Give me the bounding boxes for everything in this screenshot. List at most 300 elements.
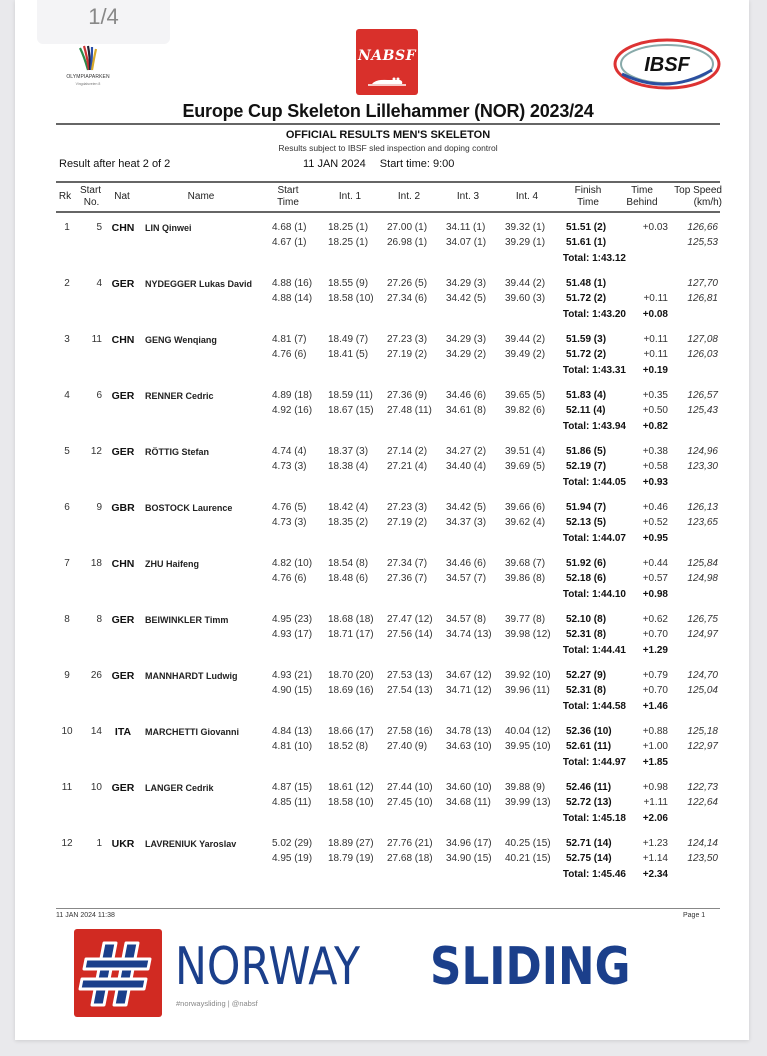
col-finish-2: Time (577, 197, 599, 208)
athlete-row (56, 502, 720, 558)
rank: 4 (64, 390, 70, 401)
athlete-name: RENNER Cedric (145, 391, 214, 401)
top-speed: 124,97 (687, 629, 718, 640)
interval-3: 34.29 (3) (446, 278, 487, 289)
page-number: Page 1 (683, 912, 706, 919)
time-behind: +0.58 (642, 461, 668, 472)
run-2 (56, 853, 720, 865)
start-time: 4.90 (15) (272, 685, 313, 696)
flame-icon (76, 44, 100, 72)
interval-1: 18.25 (1) (328, 237, 369, 248)
total-behind: +0.93 (642, 477, 668, 488)
ibsf-logo (612, 34, 722, 92)
hash-icon (74, 929, 162, 1017)
start-time: 4.88 (16) (272, 278, 313, 289)
start-time: 4.84 (13) (272, 726, 313, 737)
interval-1: 18.41 (5) (328, 349, 369, 360)
interval-4: 39.66 (6) (505, 502, 546, 513)
time-behind: +0.38 (642, 446, 668, 457)
finish-time: 51.59 (3) (566, 334, 607, 345)
col-int2: Int. 2 (397, 191, 421, 202)
interval-3: 34.40 (4) (446, 461, 487, 472)
total-behind: +1.85 (642, 757, 668, 768)
olympiaparken-sub: Vingdalsveien 8 (75, 82, 101, 86)
top-speed: 122,97 (687, 741, 718, 752)
rank: 6 (64, 502, 70, 513)
time-behind: +0.11 (643, 293, 668, 304)
time-behind: +0.50 (642, 405, 668, 416)
nation: GER (111, 390, 135, 402)
start-number: 4 (96, 278, 102, 289)
total-row (56, 869, 720, 881)
interval-2: 27.54 (13) (387, 685, 433, 696)
start-time: 5.02 (29) (272, 838, 313, 849)
rank: 9 (64, 670, 70, 681)
top-speed: 125,43 (687, 405, 718, 416)
interval-2: 27.23 (3) (387, 334, 428, 345)
interval-4: 39.65 (5) (505, 390, 546, 401)
top-speed: 122,64 (687, 797, 718, 808)
top-speed: 123,50 (687, 853, 718, 864)
interval-3: 34.68 (11) (446, 797, 491, 808)
interval-2: 27.40 (9) (387, 741, 428, 752)
athlete-row (56, 334, 720, 390)
start-number: 18 (90, 558, 102, 569)
top-speed: 123,65 (687, 517, 718, 528)
interval-1: 18.58 (10) (328, 293, 374, 304)
col-rk: Rk (58, 191, 72, 202)
table-header (56, 184, 720, 210)
top-speed: 125,18 (687, 726, 718, 737)
athlete-name: MANNHARDT Ludwig (145, 671, 238, 681)
total-time: Total: 1:44.41 (562, 645, 626, 656)
run-1 (56, 558, 720, 570)
time-behind: +0.46 (642, 502, 668, 513)
finish-time: 51.94 (7) (566, 502, 607, 513)
interval-4: 39.86 (8) (505, 573, 546, 584)
total-behind: +0.98 (642, 589, 668, 600)
total-time: Total: 1:44.05 (562, 477, 626, 488)
finish-time: 52.46 (11) (566, 782, 612, 793)
rank: 11 (61, 782, 73, 793)
col-behind-1: Time (631, 185, 653, 196)
bobsled-icon (366, 77, 408, 87)
start-number: 14 (90, 726, 102, 737)
col-finish-1: Finish (574, 185, 602, 196)
interval-3: 34.90 (15) (446, 853, 492, 864)
time-behind: +0.98 (642, 782, 668, 793)
interval-3: 34.57 (7) (446, 573, 487, 584)
interval-3: 34.42 (5) (446, 293, 487, 304)
col-start-no-1: Start (79, 185, 102, 196)
results-subtitle: OFFICIAL RESULTS MEN'S SKELETON (285, 129, 491, 141)
athlete-row (56, 838, 720, 894)
athlete-row (56, 222, 720, 278)
start-time: 4.85 (11) (272, 797, 312, 808)
interval-2: 27.36 (9) (387, 390, 428, 401)
interval-3: 34.11 (1) (446, 222, 486, 233)
run-1 (56, 390, 720, 402)
results-note: Results subject to IBSF sled inspection and doping control (278, 143, 498, 153)
interval-2: 27.56 (14) (387, 629, 433, 640)
col-start-time-2: Time (277, 197, 299, 208)
athlete-row (56, 558, 720, 614)
interval-4: 40.04 (12) (505, 726, 551, 737)
time-behind: +0.44 (642, 558, 668, 569)
interval-4: 39.77 (8) (505, 614, 546, 625)
run-2 (56, 629, 720, 641)
top-speed: 124,98 (687, 573, 718, 584)
interval-1: 18.70 (20) (328, 670, 374, 681)
start-number: 10 (90, 782, 102, 793)
nation: GBR (111, 502, 135, 514)
total-behind: +0.19 (642, 365, 668, 376)
interval-4: 39.29 (1) (505, 237, 546, 248)
interval-1: 18.54 (8) (328, 558, 369, 569)
finish-time: 51.72 (2) (566, 293, 607, 304)
top-speed: 126,03 (687, 349, 718, 360)
nation: GER (111, 278, 135, 290)
interval-2: 27.19 (2) (387, 349, 428, 360)
date-info (303, 158, 454, 171)
start-time: 4.93 (21) (272, 670, 313, 681)
col-int1: Int. 1 (338, 191, 362, 202)
total-row (56, 477, 720, 489)
total-row (56, 533, 720, 545)
nabsf-logo (356, 29, 418, 95)
finish-time: 52.31 (8) (566, 629, 607, 640)
interval-1: 18.69 (16) (328, 685, 374, 696)
total-row (56, 421, 720, 433)
athlete-row (56, 782, 720, 838)
interval-4: 39.88 (9) (505, 782, 546, 793)
finish-time: 52.27 (9) (566, 670, 607, 681)
interval-3: 34.29 (3) (446, 334, 487, 345)
interval-2: 27.76 (21) (387, 838, 433, 849)
interval-3: 34.37 (3) (446, 517, 487, 528)
run-2 (56, 349, 720, 361)
start-time: 4.95 (19) (272, 853, 313, 864)
interval-4: 39.69 (5) (505, 461, 546, 472)
total-row (56, 757, 720, 769)
run-2 (56, 293, 720, 305)
print-timestamp: 11 JAN 2024 11:38 (56, 912, 115, 919)
finish-time: 51.61 (1) (566, 237, 607, 248)
time-behind: +1.14 (642, 853, 668, 864)
time-behind: +1.00 (642, 741, 668, 752)
col-behind-2: Behind (626, 197, 658, 208)
interval-2: 27.34 (6) (387, 293, 428, 304)
athlete-name: NYDEGGER Lukas David (145, 279, 253, 289)
time-behind: +0.11 (643, 334, 668, 345)
olympiaparken-name: OLYMPIAPARKEN (66, 74, 110, 80)
table-top-rule (56, 181, 720, 183)
col-int3: Int. 3 (456, 191, 480, 202)
col-speed-2: (km/h) (693, 197, 722, 208)
athlete-name: ZHU Haifeng (145, 559, 199, 569)
nation: GER (111, 782, 135, 794)
interval-4: 39.62 (4) (505, 517, 546, 528)
total-row (56, 813, 720, 825)
rank: 2 (64, 278, 70, 289)
start-time: 4.93 (17) (272, 629, 313, 640)
run-2 (56, 741, 720, 753)
interval-3: 34.74 (13) (446, 629, 492, 640)
run-2 (56, 685, 720, 697)
start-number: 5 (96, 222, 102, 233)
wordmark-norway: NORWAY (175, 937, 361, 997)
athlete-name: RÖTTIG Stefan (145, 447, 210, 457)
interval-2: 27.48 (11) (387, 405, 432, 416)
total-behind: +1.46 (642, 701, 668, 712)
interval-4: 39.44 (2) (505, 278, 546, 289)
interval-4: 39.68 (7) (505, 558, 546, 569)
interval-2: 27.36 (7) (387, 573, 428, 584)
total-time: Total: 1:45.18 (562, 813, 626, 824)
finish-time: 52.36 (10) (566, 726, 612, 737)
finish-time: 51.92 (6) (566, 558, 607, 569)
time-behind: +0.11 (643, 349, 668, 360)
interval-1: 18.58 (10) (328, 797, 374, 808)
run-2 (56, 461, 720, 473)
start-time: 4.76 (6) (272, 573, 307, 584)
total-row (56, 365, 720, 377)
interval-3: 34.46 (6) (446, 390, 487, 401)
total-behind: +0.95 (642, 533, 668, 544)
total-row (56, 645, 720, 657)
run-2 (56, 237, 720, 249)
top-speed: 125,04 (687, 685, 718, 696)
interval-1: 18.59 (11) (328, 390, 373, 401)
time-behind: +1.11 (643, 797, 668, 808)
page-title: Europe Cup Skeleton Lillehammer (NOR) 2023/24 (182, 101, 594, 121)
interval-2: 27.47 (12) (387, 614, 433, 625)
top-speed: 126,75 (687, 614, 718, 625)
time-behind: +0.70 (642, 685, 668, 696)
interval-2: 27.21 (4) (387, 461, 428, 472)
top-speed: 125,53 (687, 237, 718, 248)
finish-time: 52.72 (13) (566, 797, 612, 808)
total-time: Total: 1:44.97 (562, 757, 626, 768)
heat-info: Result after heat 2 of 2 (59, 158, 171, 170)
total-behind: +0.82 (642, 421, 668, 432)
interval-1: 18.66 (17) (328, 726, 374, 737)
start-time: 4.67 (1) (272, 237, 307, 248)
interval-2: 27.26 (5) (387, 278, 428, 289)
run-1 (56, 502, 720, 514)
finish-time: 52.31 (8) (566, 685, 607, 696)
col-speed-1: Top Speed (674, 185, 722, 196)
interval-1: 18.71 (17) (328, 629, 374, 640)
nation: GER (111, 670, 135, 682)
top-speed: 126,13 (687, 502, 718, 513)
interval-4: 39.49 (2) (505, 349, 546, 360)
start-time: 4.82 (10) (272, 558, 313, 569)
start-number: 12 (90, 446, 102, 457)
time-behind: +0.57 (642, 573, 668, 584)
run-1 (56, 614, 720, 626)
run-1 (56, 278, 720, 290)
athlete-name: MARCHETTI Giovanni (145, 727, 239, 737)
run-1 (56, 726, 720, 738)
interval-4: 39.44 (2) (505, 334, 546, 345)
rank: 5 (64, 446, 70, 457)
interval-3: 34.63 (10) (446, 741, 492, 752)
interval-1: 18.38 (4) (328, 461, 369, 472)
top-speed: 126,81 (687, 293, 718, 304)
total-row (56, 589, 720, 601)
athlete-name: LIN Qinwei (145, 223, 192, 233)
start-time: 4.92 (16) (272, 405, 313, 416)
start-time: 4.73 (3) (272, 461, 307, 472)
start-time: 4.87 (15) (272, 782, 313, 793)
athlete-row (56, 390, 720, 446)
finish-time: 52.71 (14) (566, 838, 612, 849)
interval-2: 27.58 (16) (387, 726, 433, 737)
athlete-row (56, 726, 720, 782)
total-time: Total: 1:44.10 (562, 589, 626, 600)
start-time: Start time: 9:00 (379, 158, 455, 170)
interval-1: 18.48 (6) (328, 573, 369, 584)
athlete-row (56, 670, 720, 726)
start-time: 4.68 (1) (272, 222, 307, 233)
interval-1: 18.42 (4) (328, 502, 369, 513)
interval-3: 34.60 (10) (446, 782, 492, 793)
athlete-row (56, 278, 720, 334)
total-behind: +2.06 (642, 813, 668, 824)
total-row (56, 309, 720, 321)
olympiaparken-logo (58, 44, 118, 94)
top-speed: 124,14 (687, 838, 718, 849)
start-time: 4.88 (14) (272, 293, 313, 304)
athlete-row (56, 446, 720, 502)
run-2 (56, 517, 720, 529)
time-behind: +0.79 (642, 670, 668, 681)
interval-2: 27.53 (13) (387, 670, 433, 681)
run-1 (56, 222, 720, 234)
total-time: Total: 1:43.20 (562, 309, 626, 320)
finish-time: 51.51 (2) (566, 222, 607, 233)
total-time: Total: 1:44.07 (562, 533, 626, 544)
footer-rule (56, 908, 720, 909)
interval-4: 39.32 (1) (505, 222, 546, 233)
run-1 (56, 838, 720, 850)
top-speed: 127,70 (687, 278, 718, 289)
athlete-name: GENG Wenqiang (145, 335, 217, 345)
top-speed: 125,84 (687, 558, 718, 569)
start-time: 4.95 (23) (272, 614, 313, 625)
nation: GER (111, 614, 135, 626)
interval-4: 39.51 (4) (505, 446, 546, 457)
athlete-name: BOSTOCK Laurence (145, 503, 233, 513)
nation: ITA (114, 726, 132, 738)
total-behind: +0.08 (642, 309, 668, 320)
title-divider (56, 123, 720, 125)
col-start-time-1: Start (277, 185, 299, 196)
interval-3: 34.29 (2) (446, 349, 487, 360)
finish-time: 51.48 (1) (566, 278, 607, 289)
top-speed: 127,08 (687, 334, 718, 345)
hashtag-logo (74, 929, 162, 1017)
interval-2: 27.68 (18) (387, 853, 433, 864)
time-behind: +0.62 (642, 614, 668, 625)
time-behind: +0.03 (642, 222, 668, 233)
interval-1: 18.49 (7) (328, 334, 369, 345)
top-speed: 123,30 (687, 461, 718, 472)
interval-3: 34.71 (12) (446, 685, 492, 696)
start-time: 4.81 (7) (272, 334, 307, 345)
time-behind: +0.70 (642, 629, 668, 640)
interval-3: 34.46 (6) (446, 558, 487, 569)
banner-tagline: #norwaysliding | @nabsf (176, 999, 258, 1008)
interval-1: 18.68 (18) (328, 614, 374, 625)
start-number: 26 (90, 670, 102, 681)
interval-4: 39.95 (10) (505, 741, 551, 752)
rank: 8 (64, 614, 70, 625)
nabsf-text: NABSF (357, 48, 417, 64)
athlete-name: LAVRENIUK Yaroslav (145, 839, 237, 849)
interval-2: 26.98 (1) (387, 237, 428, 248)
interval-2: 27.19 (2) (387, 517, 428, 528)
col-nat: Nat (114, 191, 130, 202)
rank: 12 (61, 838, 73, 849)
start-time: 4.89 (18) (272, 390, 313, 401)
run-2 (56, 573, 720, 585)
total-row (56, 701, 720, 713)
interval-4: 40.25 (15) (505, 838, 551, 849)
athlete-name: LANGER Cedrik (145, 783, 214, 793)
run-1 (56, 446, 720, 458)
interval-4: 39.82 (6) (505, 405, 546, 416)
col-start-no-2: No. (83, 197, 100, 208)
time-behind: +1.23 (642, 838, 668, 849)
interval-4: 39.99 (13) (505, 797, 551, 808)
finish-time: 52.10 (8) (566, 614, 607, 625)
interval-2: 27.14 (2) (387, 446, 428, 457)
table-header-rule (56, 211, 720, 213)
interval-3: 34.61 (8) (446, 405, 487, 416)
nation: CHN (111, 222, 135, 234)
run-1 (56, 334, 720, 346)
run-2 (56, 405, 720, 417)
interval-2: 27.44 (10) (387, 782, 433, 793)
page-indicator: 1/4 (37, 0, 170, 44)
wordmark-sliding: SLIDING (430, 937, 631, 997)
finish-time: 52.11 (4) (566, 405, 606, 416)
top-speed: 126,66 (687, 222, 718, 233)
top-speed: 122,73 (687, 782, 718, 793)
norway-sliding-wordmark (175, 937, 695, 997)
top-speed: 124,70 (687, 670, 718, 681)
total-time: Total: 1:45.46 (562, 869, 626, 880)
run-1 (56, 670, 720, 682)
interval-3: 34.42 (5) (446, 502, 487, 513)
rank: 3 (64, 334, 70, 345)
nation: GER (111, 446, 135, 458)
total-time: Total: 1:43.12 (562, 253, 626, 264)
interval-2: 27.34 (7) (387, 558, 428, 569)
interval-2: 27.23 (3) (387, 502, 428, 513)
interval-4: 39.98 (12) (505, 629, 551, 640)
total-behind: +1.29 (642, 645, 668, 656)
rank: 7 (64, 558, 70, 569)
total-time: Total: 1:44.58 (562, 701, 626, 712)
interval-4: 39.96 (11) (505, 685, 550, 696)
top-speed: 124,96 (687, 446, 718, 457)
start-time: 4.76 (6) (272, 349, 307, 360)
finish-time: 51.83 (4) (566, 390, 607, 401)
interval-3: 34.57 (8) (446, 614, 487, 625)
